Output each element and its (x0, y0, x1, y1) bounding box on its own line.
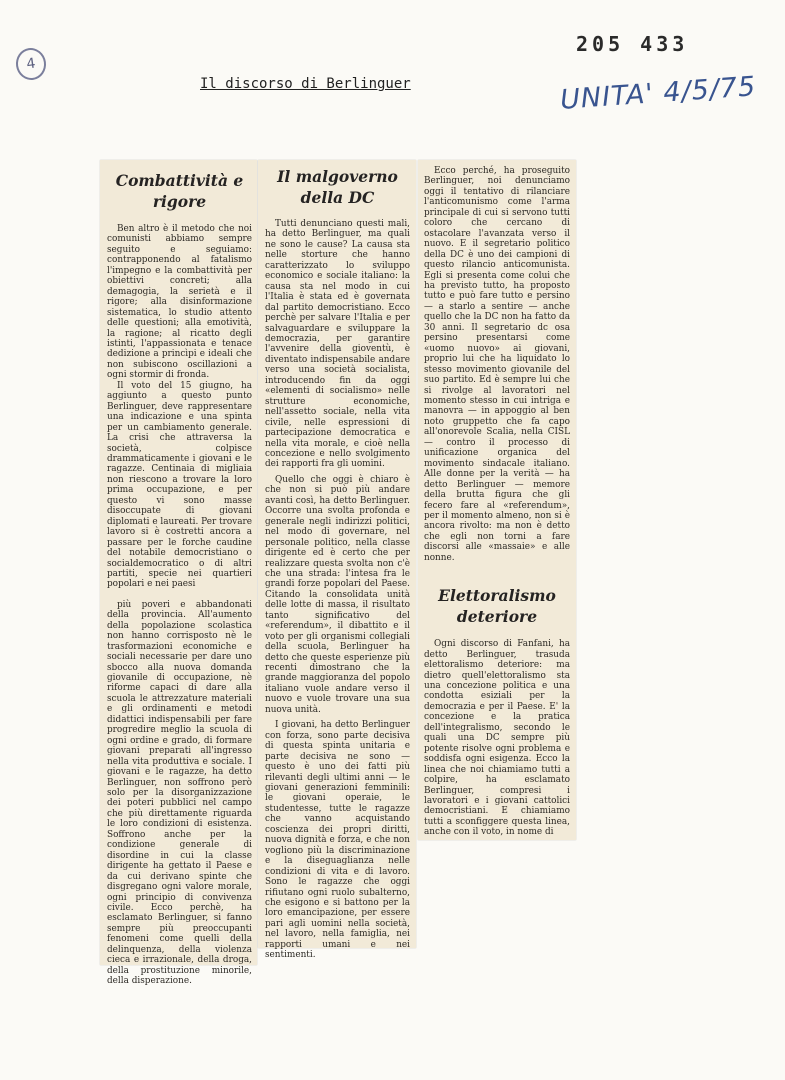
subsection (424, 585, 570, 838)
handwritten-source: UNITA' 4/5/75 (559, 71, 758, 116)
paragraph: I giovani, ha detto Berlinguer con forza, sono parte decisiva di questa spinta unitaria e parte decisiva ne sono — questo è uno dei fatti più rilevanti degli ultimi anni — le giovani generazioni femminili: le giovani operaie, le studentesse, tutte le ragazze che vanno acquistando coscienza dei propri diritti, nuova dignità e forza, e che non vogliono più la discriminazione e la diseguaglianza nelle condizioni di vita e di lavoro. Sono le ragazze che oggi rifiutano ogni ruolo subalterno, che esigono e si battono per la loro emancipazione, per essere pari agli uomini nella società, nel lavoro, nella famiglia, nei rapporti umani e nei sentimenti. (265, 720, 410, 961)
section-heading: Combattività e rigore (115, 171, 244, 211)
archive-number: 205 433 (576, 32, 689, 56)
header-title: Il discorso di Berlinguer (200, 76, 411, 92)
paragraph: Ogni discorso di Fanfani, ha detto Berlinguer, trasuda elettoralismo deteriore: ma dietro quell'elettoralismo sta una concezione politica e una condotta esiziali per la democrazia e per il Paese. E' la concezione e la pratica dell'integralismo, secondo le quali una DC sempre più potente risolve ogni problema e soddisfa ogni esigenza. Ecco la linea che noi chiamiamo tutti a colpire, ha esclamato Berlinguer, compresi i lavoratori e i giovani cattolici democristiani. E chiamiamo tutti a sconfiggere questa linea, anche con il voto, in nome di (424, 639, 570, 838)
paragraph: Quello che oggi è chiaro è che non si può più andare avanti così, ha detto Berlinguer. Occorre una svolta profonda e generale negli indirizzi politici, nel modo di governare, nel personale politico, nella classe dirigente ed è certo che per realizzare questa svolta non c'è che una strada: l'intesa fra le grandi forze popolari del Paese. Citando la consolidata unità delle lotte di massa, il risultato tanto significativo del «referendum», il dibattito e il voto per gli organismi collegiali della scuola, Berlinguer ha detto che queste esperienze più recenti dimostrano che la grande maggioranza del popolo italiano vuole andare verso il nuovo e vuole trovare una sua nuova unità. (265, 474, 410, 715)
paragraph: più poveri e abbandonati della provincia. All'aumento della popolazione scolastica non hanno corrisposto nè le trasformazioni economiche e sociali necessarie per dare uno sbocco alla nuova domanda giovanile di occupazione, nè riforme capaci di dare alla scuola le attrezzature materiali e gli ordinamenti e metodi didattici indispensabili per fare progredire meglio la scuola di ogni ordine e grado, di formare giovani preparati all'ingresso nella vita produttiva e sociale. I giovani e le ragazze, ha detto Berlinguer, non soffrono però solo per la disorganizzazione dei poteri pubblici nel campo che più direttamente riguarda le loro condizioni di esistenza. Soffrono anche per la condizione generale di disordine in cui la classe dirigente ha gettato il Paese e da cui derivano spinte che disgregano ogni valore morale, ogni principio di convivenza civile. Ecco perchè, ha esclamato Berlinguer, si fanno sempre più preoccupanti fenomeni come quelli della delinquenza, della violenza cieca e irrazionale, della droga, della prostituzione minorile, della disperazione. (107, 599, 252, 987)
article-column-middle (265, 166, 410, 961)
article-column-left (107, 170, 252, 987)
section-heading: Elettoralismo deteriore (438, 586, 556, 627)
article-column-right (424, 166, 570, 838)
paragraph: Tutti denunciano questi mali, ha detto Berlinguer, ma quali ne sono le cause? La causa sta nelle storture che hanno caratterizzato lo sviluppo economico e sociale italiano: la causa sta nel modo in cui l'Italia è stata ed è governata dal partito democristiano. Ecco perchè per salvare l'Italia e per salvaguardare e sviluppare la democrazia, per garantire l'avvenire della gioventù, è diventato indispensabile andare verso una società socialista, introducendo fin da oggi «elementi di socialismo» nelle strutture economiche, nell'assetto sociale, nella vita civile, nelle espressioni di partecipazione democratica e nella vita morale, e cioè nella concezione e nello svolgimento dei rapporti fra gli uomini. (265, 219, 410, 470)
circle-mark: 4 (14, 46, 48, 82)
paragraph: Ben altro è il metodo che noi comunisti abbiamo sempre seguito e seguiamo: contrapponendo al fatalismo l'impegno e la combattività per obiettivi concreti; alla demagogia, la serietà e il rigore; alla disinformazione sistematica, lo studio attento delle questioni; alla emotività, la ragione; al ricatto degli istinti, l'appassionata e tenace dedizione a princìpi e ideali che non subiscono oscillazioni a ogni stormir di fronda. (107, 224, 252, 381)
paragraph: Il voto del 15 giugno, ha aggiunto a questo punto Berlinguer, deve rappresentare una indicazione e una spinta per un cambiamento generale. La crisi che attraversa la società, colpisce drammaticamente i giovani e le ragazze. Centinaia di migliaia non riescono a trovare la loro prima occupazione, e per questo vi sono masse disoccupate di giovani diplomati e laureati. Per trovare lavoro si è costretti ancora a passare per le forche caudine del notabile democristiano o socialdemocratico o di altri partiti, specie nei quartieri popolari e nei paesi (107, 380, 252, 590)
paragraph: Ecco perché, ha proseguito Berlinguer, noi denunciamo oggi il tentativo di rilanciare l'anticomunismo come l'arma principale di cui si servono tutti coloro che cercano di ostacolare l'avanzata verso il nuovo. E il segretario politico della DC è uno dei campioni di questo rilancio anticomunista. Egli si presenta come colui che ha previsto tutto, ha proposto tutto e può fare tutto e persino — a starlo a sentire — anche quello che la DC non ha fatto da 30 anni. Il segretario dc osa persino presentarsi come «uomo nuovo» ai giovani, proprio lui che ha liquidato lo stesso movimento giovanile del suo partito. Ed è sempre lui che si rivolge al lavoratori nel momento stesso in cui intriga e manovra — in appoggio al ben noto gruppetto che fa capo all'onorevole Scalia, nella CISL — contro il processo di unificazione organica del movimento sindacale italiano. Alle donne per la verità — ha detto Berlinguer — memore della brutta figura che gli fecero fare al «referendum», per il momento almeno, non si è ancora rivolto: ma non è detto che egli non torni a fare discorsi alle «massaie» e alle nonne. (424, 166, 570, 563)
section-heading: Il malgoverno della DC (277, 167, 398, 207)
